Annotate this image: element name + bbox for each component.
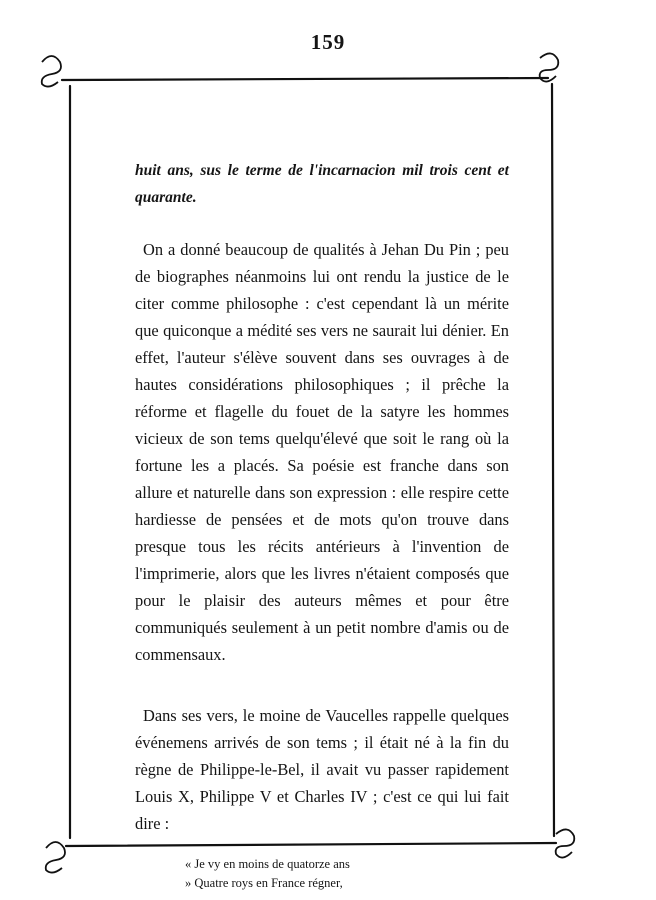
frame-right-line [552,84,554,836]
page-number: 159 [310,30,346,54]
verse-quote [135,855,509,893]
frame-top-line [62,78,548,80]
paragraph-philosophy: On a donné beaucoup de qualités à Jehan Du Pin ; peu de biographes néanmoins lui ont rendu la justice de le citer comme philosophe : c'est cependant là un mérite que quiconque a médité ses vers ne saurait lui dénier. En effet, l'auteur s'élève souvent dans ses ouvrages à de hautes considérations philosophiques ; il prêche la réforme et flagelle du fouet de la satyre les hommes vicieux de son tems quelqu'élevé que soit le rang où la fortune les a placés. Sa poésie est franche dans son allure et naturelle dans son expression : elle respire cette hardiesse de pensées et de mots qu'on trouve dans presque tous les récits antérieurs à l'invention de l'imprimerie, alors que les livres n'étaient composés que pour le plaisir des auteurs mêmes et pour être communiqués seulement à un petit nombre d'amis ou de commensaux. [135,240,509,664]
lead-line: huit ans, sus le terme de l'incarnacion mil trois cent et quarante. [135,162,509,206]
paragraph-events: Dans ses vers, le moine de Vaucelles rappelle quelques événemens arrivés de son tems ; il était né à la fin du règne de Philippe-le-Bel, il avait vu passer rapidement Louis X, Philippe V et Charles IV ; c'est ce qui lui fait dire : [135,706,509,833]
verse-line: » Quatre roys en France régner, [185,876,343,890]
body-text [135,157,509,893]
verse-line: « Je vy en moins de quatorze ans [185,857,350,871]
